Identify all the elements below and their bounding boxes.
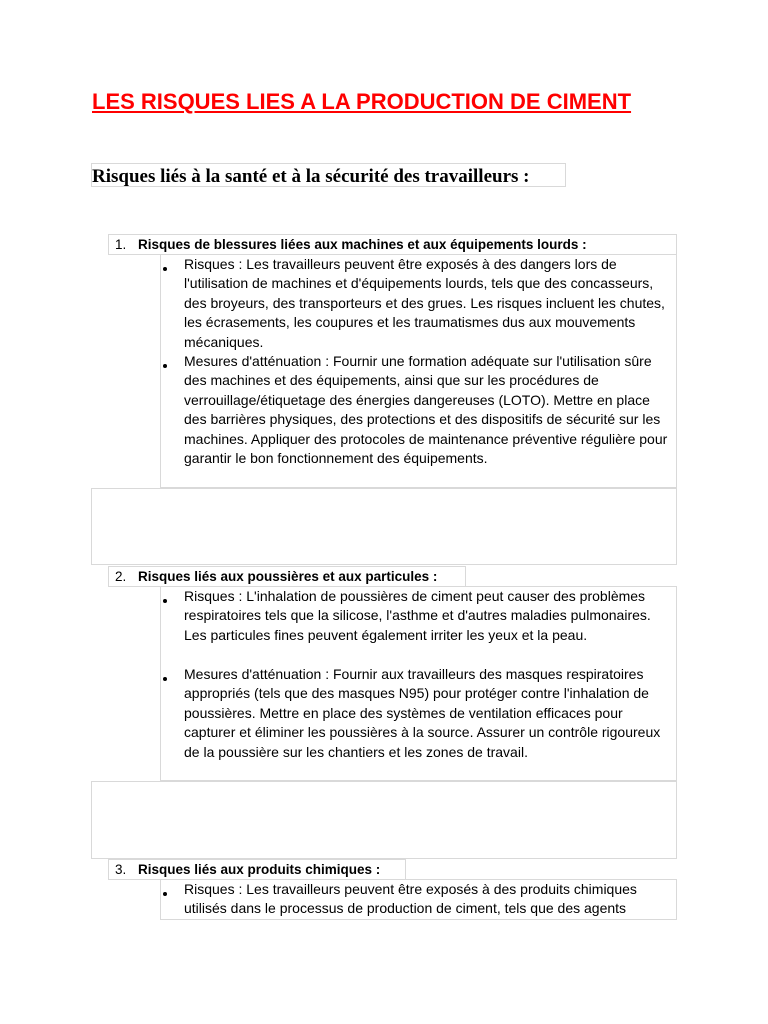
section-3-heading [108, 859, 406, 880]
bullet-icon [163, 364, 167, 368]
document-subtitle: Risques liés à la santé et à la sécurité des travailleurs : [92, 166, 530, 187]
section-1-heading [108, 234, 677, 255]
empty-row-2 [91, 781, 677, 859]
section-2-title: Risques liés aux poussières et aux particules : [138, 569, 438, 584]
list-item-text: Mesures d'atténuation : Fournir une formation adéquate sur l'utilisation sûre des machines et des équipements, ainsi que sur les procédures de verrouillage/étiquetage des énergies dangereuses (LOTO). Mettre en place des barrières physiques, des protections et des dispositifs de sécurité sur les machines. Appliquer des protocoles de maintenance préventive régulière pour garantir le bon fonctionnement des équipements. [184, 353, 668, 467]
bullet-icon [163, 267, 167, 271]
section-2-list [160, 586, 677, 781]
section-1-list [160, 254, 677, 488]
list-item-text: Risques : Les travailleurs peuvent être exposés à des produits chimiques utilisés dans le processus de production de ciment, tels que des agents [184, 881, 637, 917]
list-item-text: Mesures d'atténuation : Fournir aux travailleurs des masques respiratoires appropriés (tels que des masques N95) pour protéger contre l'inhalation de poussières. Mettre en place des systèmes de ventilation efficaces pour capturer et éliminer les poussières à la source. Assurer un contrôle rigoureux de la poussière sur les chantiers et les zones de travail. [184, 666, 661, 760]
section-1-number: 1. [115, 237, 127, 252]
document-title: LES RISQUES LIES A LA PRODUCTION DE CIMENT [92, 89, 632, 114]
section-2-number: 2. [115, 569, 127, 584]
bullet-icon [163, 599, 167, 603]
section-3-title: Risques liés aux produits chimiques : [138, 862, 381, 877]
subtitle-box [91, 163, 566, 187]
list-item-text: Risques : Les travailleurs peuvent être exposés à des dangers lors de l'utilisation de machines et d'équipements lourds, tels que des concasseurs, des broyeurs, des transporteurs et des grues. Les risques incluent les chutes, les écrasements, les coupures et les traumatismes dus aux mouvements mécaniques. [184, 256, 665, 350]
section-3-list [160, 879, 677, 920]
section-3-number: 3. [115, 862, 127, 877]
section-2-heading [108, 566, 466, 587]
bullet-icon [163, 677, 167, 681]
empty-row-1 [91, 488, 677, 565]
section-1-title: Risques de blessures liées aux machines et aux équipements lourds : [138, 237, 587, 252]
list-item-text: Risques : L'inhalation de poussières de ciment peut causer des problèmes respiratoires tels que la silicose, l'asthme et d'autres maladies pulmonaires. Les particules fines peuvent également irriter les yeux et la peau. [184, 588, 651, 643]
bullet-icon [163, 892, 167, 896]
